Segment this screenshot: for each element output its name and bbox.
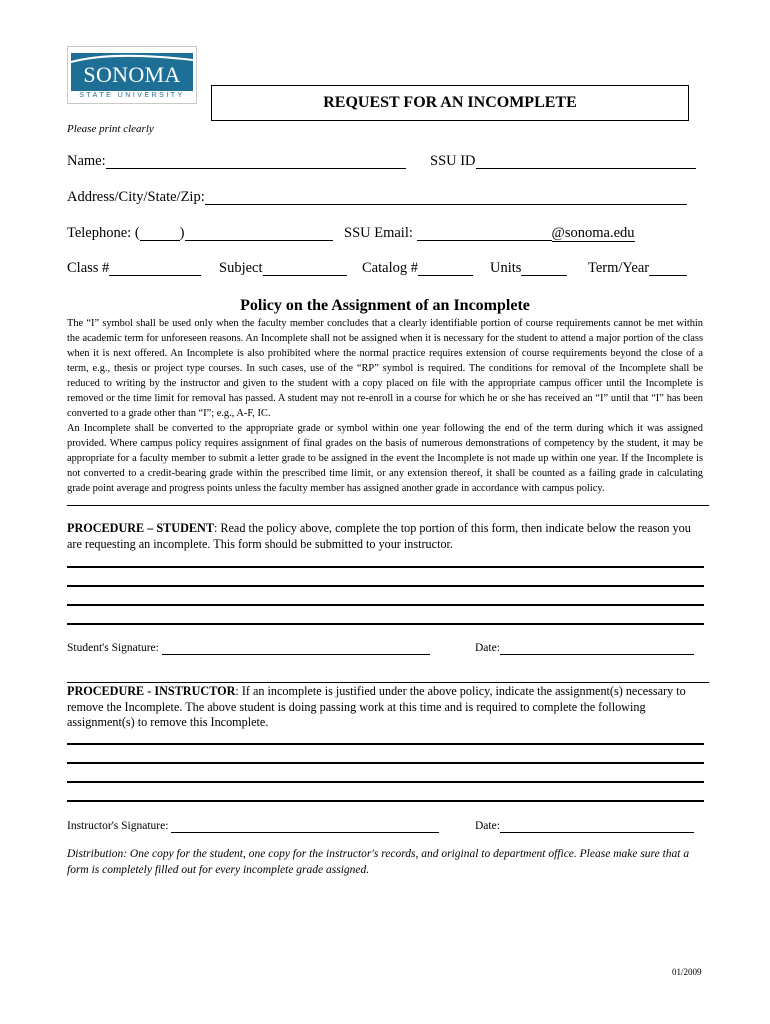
instructor-procedure: [67, 684, 707, 731]
email-field[interactable]: [417, 226, 552, 241]
form-title-box: [211, 85, 689, 121]
distribution-note: Distribution: One copy for the student, one copy for the instructor's records, and original to department office. Please make sure that a form is completely filled out for every incomplete grade assigned.: [67, 848, 690, 876]
ssu-id-row: [430, 153, 696, 170]
print-note: Please print clearly: [67, 123, 154, 135]
policy-paragraph-2: An Incomplete shall be converted to the appropriate grade or symbol within one year following the end of the term during which it was assigned provided. Where campus policy requires assignment of final grades on the basis of numerous demonstrations of competency by the student, it may be appropriate for a faculty member to submit a letter grade to be assigned in the event the Incomplete is not made up within one year. If the Incomplete is not converted to a credit-bearing grade within the prescribed time limit, or any extension thereof, it shall be counted as a failing grade in calculating grade point average and progress points unless the faculty member has assigned another grade in accordance with campus policy.: [67, 423, 703, 494]
units-row: [490, 260, 567, 277]
student-procedure-heading: PROCEDURE – STUDENT: [67, 521, 214, 535]
revision-date: 01/2009: [672, 967, 702, 977]
address-field[interactable]: [205, 190, 687, 205]
instructor-assignment-line-2[interactable]: [67, 762, 704, 764]
policy-heading: Policy on the Assignment of an Incomplete: [240, 297, 530, 314]
class-field[interactable]: [109, 261, 201, 276]
student-signature-row: [67, 640, 430, 655]
student-date-field[interactable]: [500, 640, 694, 655]
subject-row: [219, 260, 347, 277]
student-date-row: [475, 640, 694, 655]
term-row: [588, 260, 687, 277]
units-label: Units: [490, 260, 522, 276]
ssu-id-field[interactable]: [476, 154, 696, 169]
instructor-signature-field[interactable]: [171, 818, 439, 833]
address-row: [67, 189, 687, 206]
divider-line: [67, 505, 709, 506]
subject-label: Subject: [219, 260, 263, 276]
instructor-signature-label: Instructor's Signature:: [67, 820, 169, 832]
telephone-label: Telephone: (: [67, 225, 140, 241]
term-label: Term/Year: [588, 260, 650, 276]
telephone-row: [67, 225, 333, 242]
student-signature-field[interactable]: [162, 640, 430, 655]
email-row: [344, 225, 635, 242]
instructor-date-row: [475, 818, 694, 833]
catalog-field[interactable]: [418, 261, 473, 276]
student-date-label: Date:: [475, 642, 500, 654]
term-field[interactable]: [649, 261, 687, 276]
instructor-signature-row: [67, 818, 439, 833]
student-procedure: [67, 521, 707, 552]
instructor-assignment-line-1[interactable]: [67, 743, 704, 745]
instructor-procedure-text: : If an incomplete is justified under the above policy, indicate the assignment(s) necessary to remove the Incomplete. The above student is doing passing work at this time and is required to complete the following assignment(s) to remove this Incomplete.: [67, 684, 686, 729]
address-label: Address/City/State/Zip:: [67, 189, 205, 205]
name-row: [67, 153, 406, 170]
instructor-assignment-line-4[interactable]: [67, 800, 704, 802]
subject-field[interactable]: [263, 261, 347, 276]
student-reason-line-2[interactable]: [67, 585, 704, 587]
student-reason-line-3[interactable]: [67, 604, 704, 606]
name-field[interactable]: [106, 154, 406, 169]
student-procedure-text: : Read the policy above, complete the top portion of this form, then indicate below the reason you are requesting an incomplete. This form should be submitted to your instructor.: [67, 521, 691, 551]
policy-paragraph-1: The “I” symbol shall be used only when the faculty member concludes that a clearly identifiable portion of course requirements cannot be met within the academic term for unforeseen reasons. An Incomplete shall not be assigned when it is necessary for the student to attend a major portion of the class when it is next offered. An Incomplete is also prohibited where the normal practice requires extension of course requirements beyond the close of a term, e.g., thesis or project type courses. In such cases, use of the “RP” symbol is required. The conditions for removal of the Incomplete shall be reduced to writing by the instructor and given to the student with a copy placed on file with the appropriate campus officer until the Incomplete is removed or the time limit for removal has passed. A student may not re-enroll in a course for which he or she has received an “I” until that “I” has been converted to a grade other than “I”; e.g., A-F, IC.: [67, 318, 703, 419]
instructor-assignment-line-3[interactable]: [67, 781, 704, 783]
course-row: [67, 260, 201, 277]
student-reason-line-1[interactable]: [67, 566, 704, 568]
student-reason-line-4[interactable]: [67, 623, 704, 625]
class-label: Class #: [67, 260, 110, 276]
catalog-row: [362, 260, 473, 277]
sonoma-state-logo: [67, 46, 197, 104]
logo-name: SONOMA: [83, 62, 181, 87]
logo-subtitle: STATE UNIVERSITY: [79, 92, 185, 99]
name-label: Name:: [67, 153, 106, 169]
instructor-procedure-heading: PROCEDURE - INSTRUCTOR: [67, 684, 236, 698]
email-domain: @sonoma.edu: [551, 225, 635, 241]
instructor-date-field[interactable]: [500, 818, 694, 833]
area-code-field[interactable]: [140, 226, 180, 241]
email-label: SSU Email:: [344, 225, 413, 241]
form-title: REQUEST FOR AN INCOMPLETE: [323, 94, 577, 111]
telephone-paren: ): [179, 225, 185, 241]
ssu-id-label: SSU ID: [430, 153, 476, 169]
catalog-label: Catalog #: [362, 260, 418, 276]
instructor-date-label: Date:: [475, 820, 500, 832]
telephone-field[interactable]: [185, 226, 333, 241]
logo-band: [71, 53, 193, 91]
units-field[interactable]: [521, 261, 567, 276]
student-signature-label: Student's Signature:: [67, 642, 159, 654]
divider-line: [67, 682, 709, 683]
